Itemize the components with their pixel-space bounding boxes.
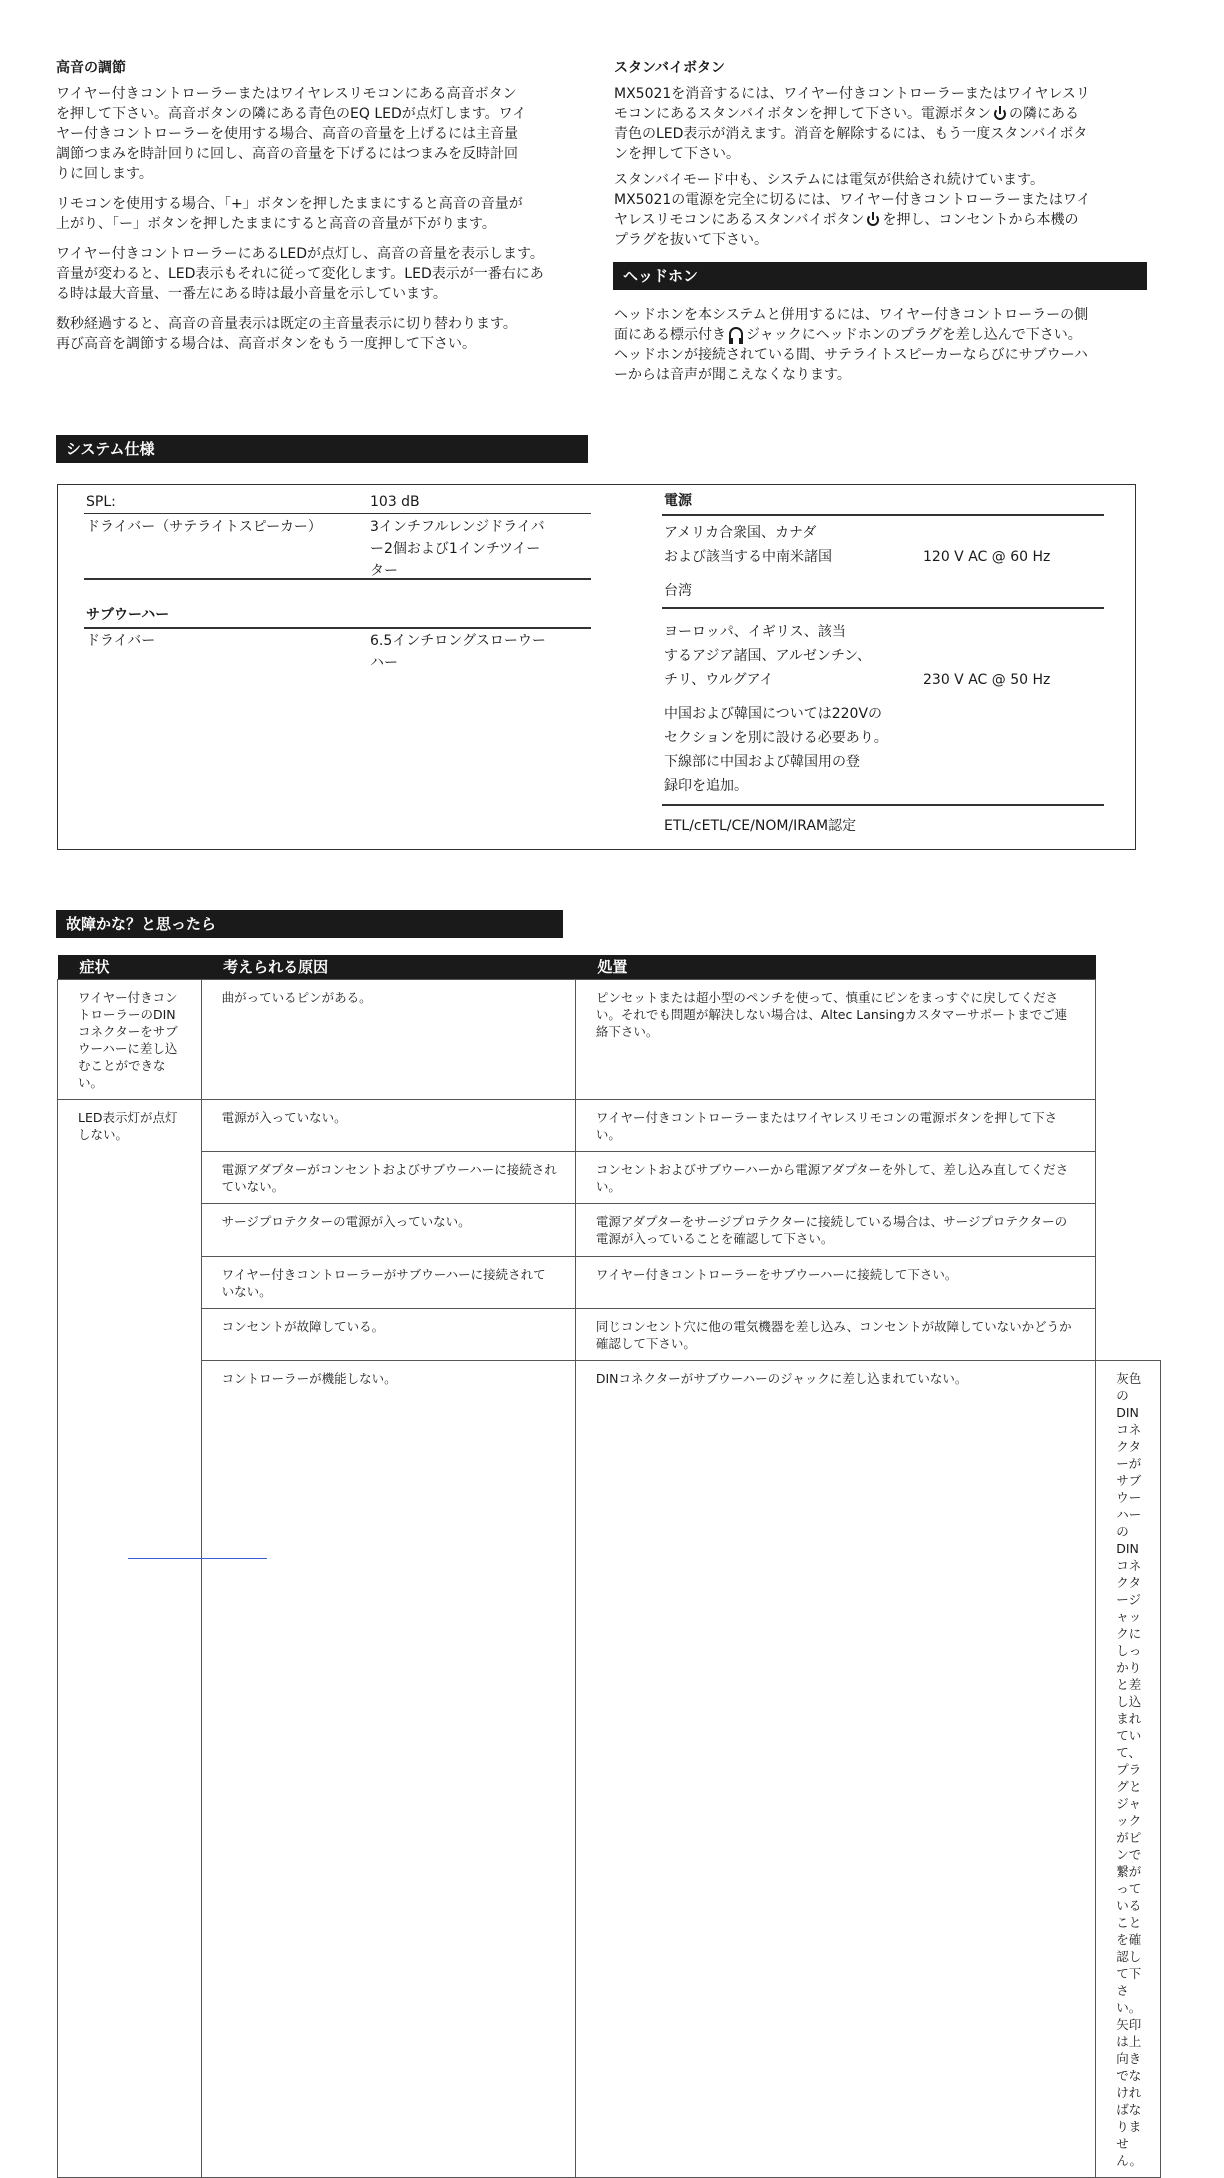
specs-bar: システム仕様: [56, 435, 588, 463]
troubleshooting-bar: 故障かな？と思ったら: [56, 910, 563, 938]
header-cause: 考えられる原因: [201, 955, 575, 980]
certifications: ETL/cETL/CE/NOM/IRAM認定: [664, 818, 857, 834]
line: 下線部に中国および韓国用の登: [664, 754, 860, 770]
symptom-cell: コントローラーが機能しない。: [201, 1361, 575, 2178]
line: 3インチフルレンジドライバ: [370, 519, 545, 535]
fix-cell: 電源アダプターをサージプロテクターに接続している場合は、サージプロテクターの電源が入っていることを確認して下さい。: [575, 1204, 1095, 1257]
line: ーからは音声が聞こえなくなります。: [614, 367, 851, 383]
spl-label: SPL:: [86, 494, 116, 510]
line: 青色のLED表示が消えます。消音を解除するには、もう一度スタンバイボタ: [614, 126, 1088, 142]
line: アメリカ合衆国、カナダ: [664, 525, 817, 541]
driver-label: ドライバー（サテライトスピーカー）: [86, 519, 322, 535]
line: ター: [370, 563, 398, 579]
line: MX5021の電源を完全に切るには、ワイヤー付きコントローラーまたはワイ: [614, 192, 1091, 208]
divider: [662, 607, 1104, 609]
line: セクションを別に設ける必要あり。: [664, 730, 888, 746]
power-heading: 電源: [664, 493, 692, 509]
divider: [662, 804, 1104, 806]
specs-box: [57, 484, 1136, 850]
cause-cell: サージプロテクターの電源が入っていない。: [201, 1204, 575, 1257]
driver-value: [370, 516, 545, 582]
us-region: [664, 521, 832, 569]
spl-value: 103 dB: [370, 494, 420, 510]
line: 中国および韓国については220Vの: [664, 706, 883, 722]
line: ワイヤー付きコントローラーまたはワイヤレスリモコンにある高音ボタン: [56, 86, 517, 102]
taiwan-label: 台湾: [664, 583, 692, 599]
line: ンを押して下さい。: [614, 146, 740, 162]
line: 調節つまみを時計回りに回し、高音の音量を下げるにはつまみを反時計回: [56, 146, 518, 162]
line: リモコンを使用する場合、「+」ボタンを押したままにすると高音の音量が: [56, 196, 523, 212]
fix-cell: ピンセットまたは超小型のペンチを使って、慎重にピンをまっすぐに戻してください。それでも問題が解決しない場合は、Altec Lansingカスタマーサポートまでご連絡下さい。: [575, 980, 1095, 1100]
line: ヘッドホンが接続されている間、サテライトスピーカーならびにサブウーハ: [614, 347, 1088, 363]
headphones-para: [614, 305, 1164, 385]
line: を押して下さい。高音ボタンの隣にある青色のEQ LEDが点灯します。ワイ: [56, 106, 527, 122]
footer-rule: [128, 1558, 267, 1559]
line: および該当する中南米諸国: [664, 549, 832, 565]
eu-voltage: 230 V AC @ 50 Hz: [923, 672, 1051, 688]
power-icon: [994, 108, 1006, 120]
fix-cell: 同じコンセント穴に他の電気機器を差し込み、コンセントが故障していないかどうか確認して下さい。: [575, 1309, 1095, 1361]
line: 録印を追加。: [664, 778, 748, 794]
table-row: [58, 1309, 1161, 1361]
line: 数秒経過すると、高音の音量表示は既定の主音量表示に切り替わります。: [56, 316, 517, 332]
symptom-cell: LED表示灯が点灯しない。: [58, 1100, 202, 2178]
treble-para-4: [56, 314, 596, 354]
standby-section: [614, 84, 1164, 250]
divider: [84, 513, 591, 514]
header-fix: 処置: [575, 955, 1095, 980]
symptom-cell: ワイヤー付きコントローラーのDINコネクターをサブウーハーに差し込むことができない。: [58, 980, 202, 1100]
line: チリ、ウルグアイ: [664, 672, 774, 688]
fix-cell: ワイヤー付きコントローラーをサブウーハーに接続して下さい。: [575, 1257, 1095, 1309]
treble-para-3: [56, 244, 596, 304]
fix-cell: ワイヤー付きコントローラーまたはワイヤレスリモコンの電源ボタンを押して下さい。: [575, 1100, 1095, 1152]
cause-cell: コンセントが故障している。: [201, 1309, 575, 1361]
line: するアジア諸国、アルゼンチン、: [664, 648, 872, 664]
fix-cell: コンセントおよびサブウーハーから電源アダプターを外して、差し込み直してください。: [575, 1152, 1095, 1204]
line: スタンバイモード中も、システムには電気が供給され続けています。: [614, 172, 1044, 188]
table-row: [58, 1361, 1161, 2178]
table-row: [58, 1257, 1161, 1309]
us-voltage: 120 V AC @ 60 Hz: [923, 549, 1051, 565]
table-row: [58, 1204, 1161, 1257]
line: プラグを抜いて下さい。: [614, 232, 768, 248]
line: 6.5インチロングスローウー: [370, 633, 546, 649]
cause-cell: DINコネクターがサブウーハーのジャックに差し込まれていない。: [575, 1361, 1095, 2178]
divider: [662, 514, 1104, 516]
line: 音量が変わると、LED表示もそれに従って変化します。LED表示が一番右にあ: [56, 266, 544, 282]
line: MX5021を消音するには、ワイヤー付きコントローラーまたはワイヤレスリ: [614, 86, 1090, 102]
divider: [84, 627, 591, 629]
line: モコンにあるスタンバイボタンを押して下さい。電源ボタン: [614, 106, 992, 122]
table-row: [58, 980, 1161, 1100]
sub-driver-label: ドライバー: [86, 633, 156, 649]
eu-region: [664, 620, 871, 692]
cause-cell: 曲がっているピンがある。: [201, 980, 575, 1100]
line: ワイヤー付きコントローラーにあるLEDが点灯し、高音の音量を表示します。: [56, 246, 544, 262]
line: 上がり、「ー」ボタンを押したままにすると高音の音量が下がります。: [56, 216, 496, 232]
standby-para-2: [614, 170, 1164, 250]
power-icon: [867, 214, 879, 226]
cause-cell: 電源が入っていない。: [201, 1100, 575, 1152]
headphones-icon: [729, 327, 743, 341]
header-symptom: 症状: [58, 955, 202, 980]
cause-cell: 電源アダプターがコンセントおよびサブウーハーに接続されていない。: [201, 1152, 575, 1204]
treble-para-2: [56, 194, 596, 234]
table-row: [58, 1100, 1161, 1152]
subwoofer-heading: サブウーハー: [86, 607, 170, 623]
line: ヤー付きコントローラーを使用する場合、高音の音量を上げるには主音量: [56, 126, 518, 142]
china-note: [664, 702, 888, 798]
standby-para-1: [614, 84, 1164, 164]
line: を押し、コンセントから本機の: [882, 212, 1079, 228]
line: りに回します。: [56, 166, 153, 182]
headphones-bar: ヘッドホン: [613, 262, 1147, 290]
troubleshooting-table: [57, 955, 1161, 2178]
cause-cell: ワイヤー付きコントローラーがサブウーハーに接続されていない。: [201, 1257, 575, 1309]
line: の隣にある: [1009, 106, 1080, 122]
sub-driver-value: [370, 630, 546, 674]
line: ヤレスリモコンにあるスタンバイボタン: [614, 212, 865, 228]
table-header-row: [58, 955, 1161, 980]
fix-cell: 灰色のDINコネクターがサブウーハーのDINコネクタージャックにしっかりと差し込まれていて、プラグとジャックがピンで繋がっていることを確認して下さい。矢印は上向きでなければなりません。: [1096, 1361, 1161, 2178]
divider: [84, 578, 591, 580]
treble-heading: 高音の調節: [56, 60, 126, 76]
line: ハー: [370, 655, 398, 671]
line: 再び高音を調節する場合は、高音ボタンをもう一度押して下さい。: [56, 336, 476, 352]
headphones-section: [614, 305, 1164, 385]
line: ヨーロッパ、イギリス、該当: [664, 624, 846, 640]
line: ヘッドホンを本システムと併用するには、ワイヤー付きコントローラーの側: [614, 307, 1089, 323]
line: ー2個および1インチツイー: [370, 541, 541, 557]
standby-heading: スタンバイボタン: [614, 60, 726, 76]
treble-para-1: [56, 84, 596, 184]
line: 面にある標示付き: [614, 327, 726, 343]
line: ジャックにヘッドホンのプラグを差し込んで下さい。: [746, 327, 1082, 343]
line: る時は最大音量、一番左にある時は最小音量を示しています。: [56, 286, 447, 302]
treble-section: [56, 84, 596, 354]
table-row: [58, 1152, 1161, 1204]
